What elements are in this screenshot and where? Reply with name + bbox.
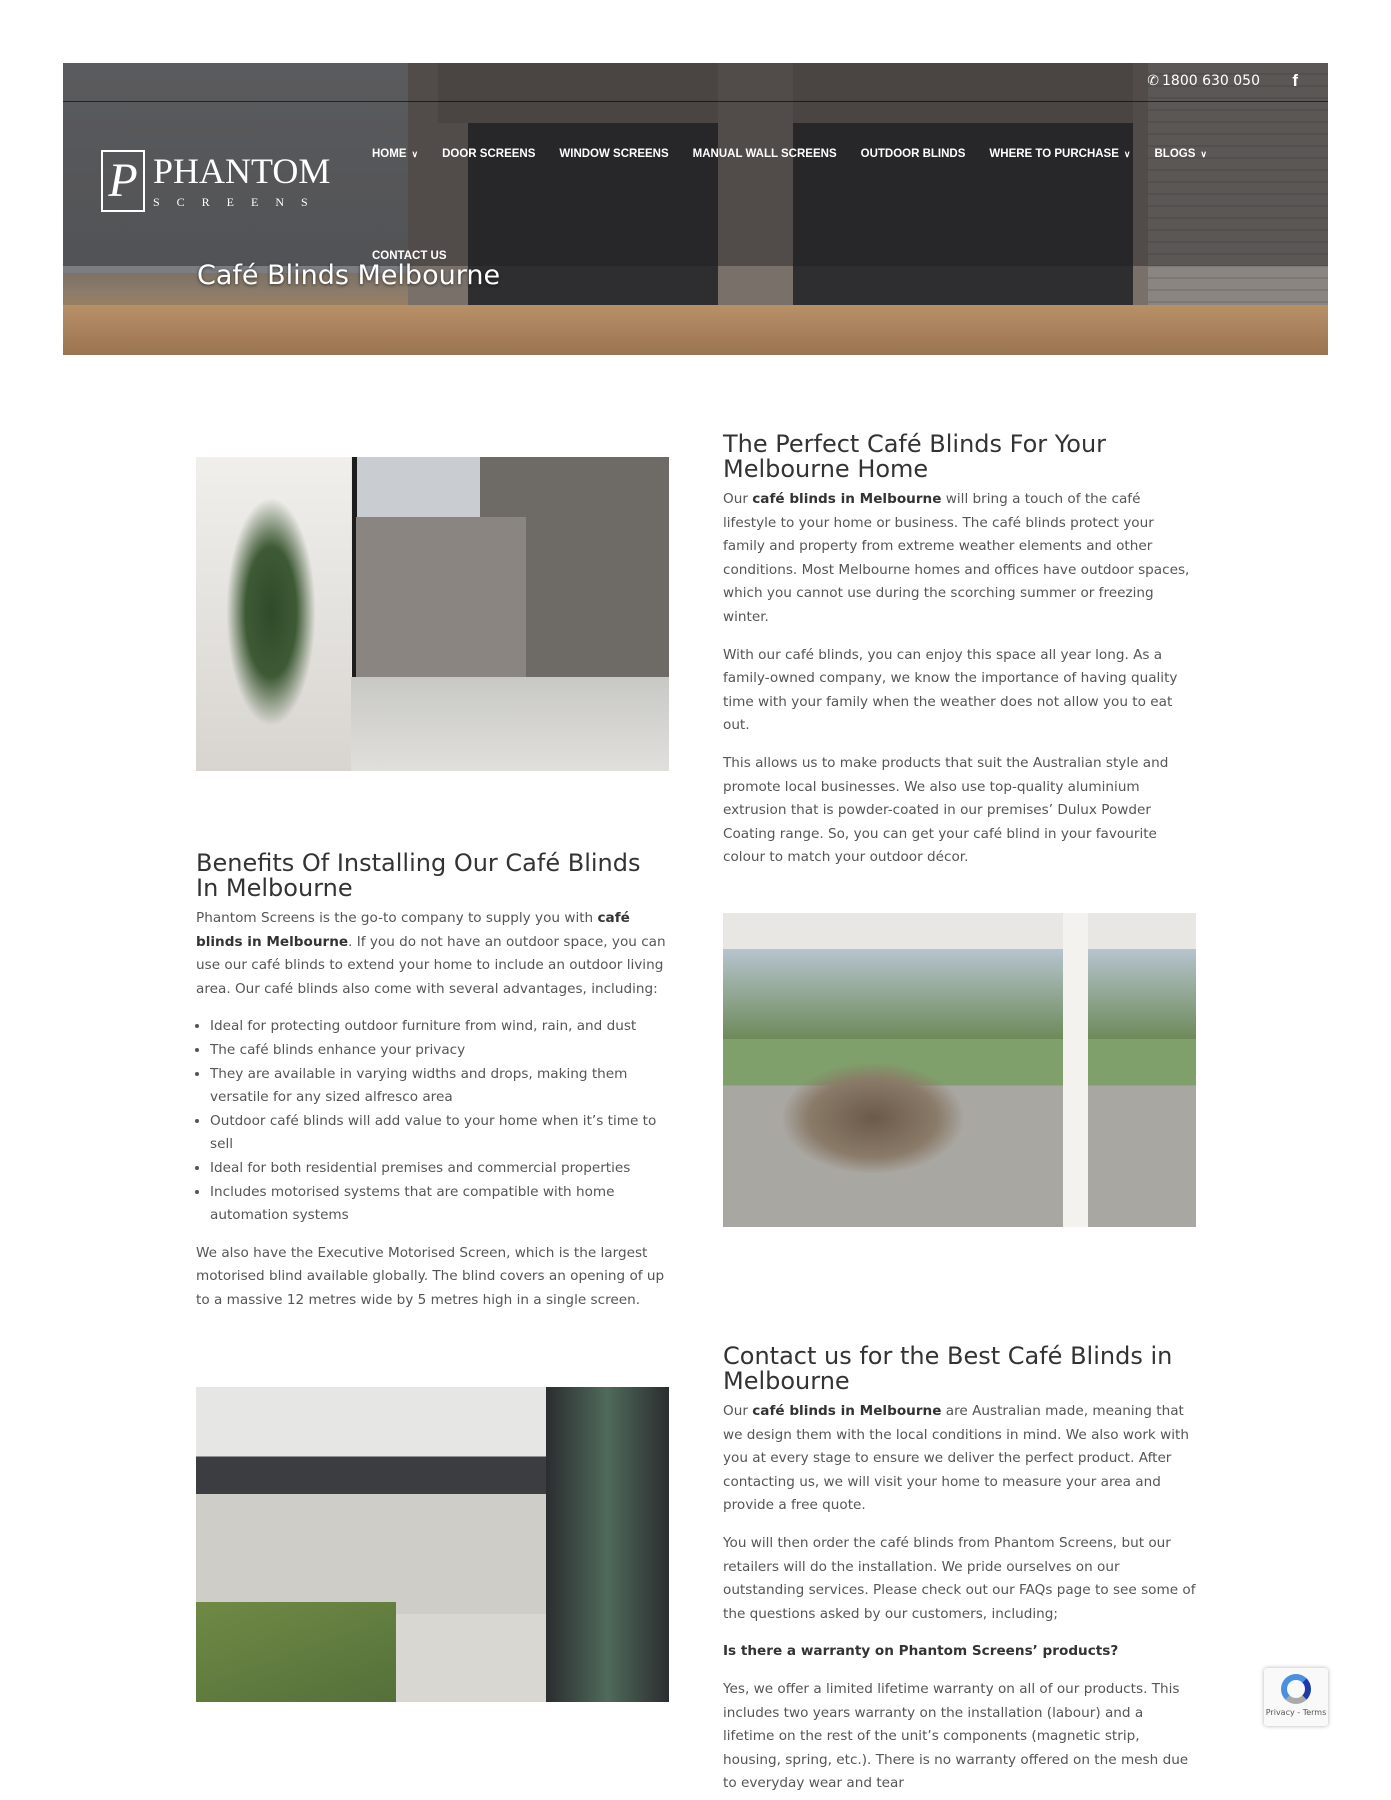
list-item: • Ideal for both residential premises and commercial properties bbox=[210, 1157, 669, 1181]
phone-number: 1800 630 050 bbox=[1162, 73, 1260, 89]
nav-label: DOOR SCREENS bbox=[442, 148, 536, 160]
nav-item-where-to-purchase[interactable] bbox=[989, 145, 1130, 163]
cafe-blind-image-1 bbox=[196, 457, 669, 771]
nav-item-window-screens[interactable] bbox=[559, 145, 668, 163]
nav-label: WINDOW SCREENS bbox=[559, 148, 669, 160]
phone-link[interactable] bbox=[1147, 73, 1260, 89]
text: are Australian made, meaning that we design them with the local conditions in mind. We also work with you at every stage to ensure we deliver the perfect product. After contacting us, we will visit your home to measure your area and provide a free quote. bbox=[723, 1403, 1189, 1514]
text: Our bbox=[723, 491, 753, 507]
hero-bg-deck bbox=[63, 305, 1328, 355]
list-item: • The café blinds enhance your privacy bbox=[210, 1039, 669, 1063]
section1-body bbox=[723, 488, 1196, 884]
recaptcha-icon bbox=[1281, 1674, 1311, 1704]
bold-text: café blinds in Melbourne bbox=[752, 1403, 942, 1419]
facebook-icon[interactable]: f bbox=[1292, 71, 1298, 90]
phone-icon: ✆ bbox=[1147, 73, 1160, 89]
cafe-blind-image-2 bbox=[723, 913, 1196, 1227]
recaptcha-badge[interactable] bbox=[1264, 1668, 1328, 1726]
bold-text: café blinds in Melbourne bbox=[196, 910, 630, 950]
paragraph: We also have the Executive Motorised Screen, which is the largest motorised blind available globally. The blind covers an opening of up to a massive 12 metres wide by 5 metres high in a single screen. bbox=[196, 1244, 665, 1308]
section3-body bbox=[723, 1400, 1196, 1792]
nav-label: MANUAL WALL SCREENS bbox=[692, 148, 837, 160]
list-item: • They are available in varying widths and drops, making them versatile for any sized alfresco area bbox=[210, 1063, 669, 1110]
nav-item-manual-wall-screens[interactable] bbox=[693, 145, 837, 163]
text: . If you do not have an outdoor space, you can use our café blinds to extend your home to include an outdoor living area. Our café blinds also come with several advantages, including: bbox=[196, 933, 666, 997]
nav-item-outdoor-blinds[interactable] bbox=[861, 145, 966, 163]
benefits-list bbox=[196, 1015, 669, 1227]
faq-answer: Yes, we offer a limited lifetime warranty on all of our products. This includes two years warranty on the installation (labour) and a lifetime on the rest of the unit’s components (magnetic strip, housing, spring, etc.). There is no warranty offered on the mesh due to everyday wear and tear bbox=[723, 1680, 1189, 1792]
faq-question: Is there a warranty on Phantom Screens’ products? bbox=[723, 1643, 1119, 1660]
paragraph: You will then order the café blinds from Phantom Screens, but our retailers will do the installation. We pride ourselves on our outstanding services. Please check out our FAQs page to see some of the questions asked by our customers, including; bbox=[723, 1534, 1196, 1622]
chevron-down-icon: ∨ bbox=[1200, 149, 1207, 159]
nav-label: CONTACT US bbox=[372, 250, 447, 262]
main-nav bbox=[372, 145, 1272, 265]
paragraph: With our café blinds, you can enjoy this space all year long. As a family-owned company, we know the importance of having quality time with your family when the weather does not allow you to eat out. bbox=[723, 646, 1178, 734]
nav-label: BLOGS bbox=[1154, 148, 1196, 160]
cafe-blind-image-3 bbox=[196, 1387, 669, 1702]
bold-text: café blinds in Melbourne bbox=[752, 491, 942, 507]
page-title: Café Blinds Melbourne bbox=[197, 260, 501, 291]
section-heading: The Perfect Café Blinds For Your Melbourne Home bbox=[723, 430, 1107, 483]
nav-item-home[interactable] bbox=[372, 145, 418, 163]
recaptcha-links[interactable]: Privacy - Terms bbox=[1265, 1708, 1327, 1717]
chevron-down-icon: ∨ bbox=[411, 149, 419, 159]
paragraph: This allows us to make products that suit the Australian style and promote local businesses. We also use top-quality aluminium extrusion that is powder-coated in our premises’ Dulux Powder Coating range. So, you can get your café blind in your favourite colour to match your outdoor décor. bbox=[723, 754, 1169, 866]
chevron-down-icon: ∨ bbox=[1123, 149, 1131, 159]
text: Phantom Screens is the go-to company to supply you with bbox=[196, 910, 598, 926]
paragraph bbox=[723, 488, 1196, 630]
nav-label: HOME bbox=[372, 148, 407, 160]
nav-label: WHERE TO PURCHASE bbox=[989, 148, 1119, 160]
section-heading: Contact us for the Best Café Blinds in Melbourne bbox=[723, 1342, 1173, 1395]
text: will bring a touch of the café lifestyle to your home or business. The café blinds protect your family and property from extreme weather elements and other conditions. Most Melbourne homes and offices have outdoor spaces, which you cannot use during the scorching summer or freezing winter. bbox=[723, 491, 1190, 625]
logo-text: PHANTOM bbox=[153, 150, 331, 191]
list-item: • Ideal for protecting outdoor furniture from wind, rain, and dust bbox=[210, 1015, 669, 1039]
hero-header bbox=[63, 63, 1328, 355]
nav-item-blogs[interactable] bbox=[1155, 145, 1207, 163]
logo-mark: P bbox=[101, 150, 145, 212]
logo[interactable] bbox=[101, 150, 330, 212]
list-item: • Includes motorised systems that are compatible with home automation systems bbox=[210, 1181, 669, 1228]
divider bbox=[63, 101, 1328, 102]
section-heading: Benefits Of Installing Our Café Blinds In Melbourne bbox=[196, 849, 641, 902]
paragraph bbox=[723, 1400, 1196, 1518]
list-item: • Outdoor café blinds will add value to your home when it’s time to sell bbox=[210, 1110, 669, 1157]
nav-label: OUTDOOR BLINDS bbox=[860, 148, 966, 160]
text: Our bbox=[723, 1403, 753, 1419]
nav-item-door-screens[interactable] bbox=[442, 145, 535, 163]
logo-subtext: SCREENS bbox=[153, 194, 325, 209]
section2-body bbox=[196, 907, 669, 1327]
paragraph bbox=[196, 907, 669, 1001]
